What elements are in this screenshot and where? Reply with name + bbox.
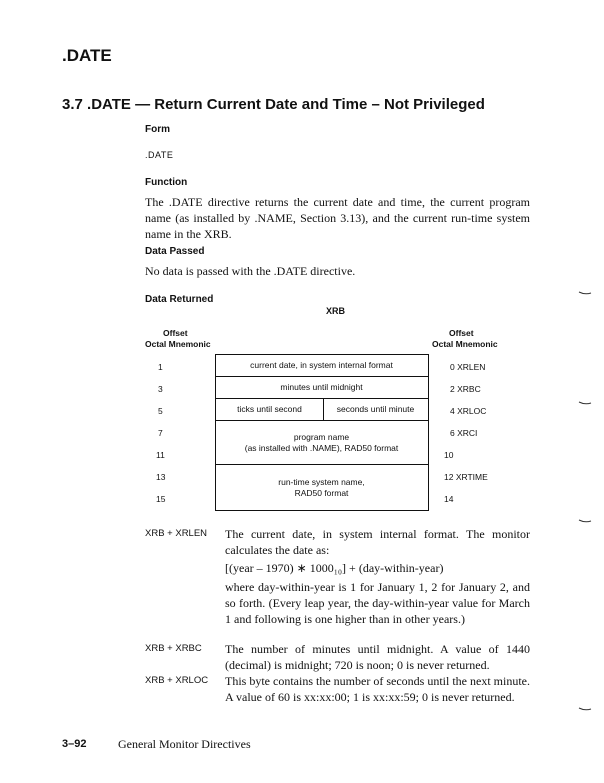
desc-text-xrlen: The current date, in system internal format. The monitor calculates the date as: (225, 527, 530, 557)
right-mnemonic-header: Octal Mnemonic (432, 339, 498, 349)
field-rts-name-line1: run-time system name, (278, 476, 365, 487)
margin-mark (578, 290, 592, 296)
data-returned-heading: Data Returned (145, 294, 214, 305)
left-offset: 3 (158, 384, 163, 394)
left-offset: 15 (156, 494, 166, 504)
field-minutes-until-midnight: minutes until midnight (280, 382, 363, 392)
desc-label-xrloc: XRB + XRLOC (145, 675, 209, 686)
field-program-name-line1: program name (293, 431, 350, 442)
left-offset: 1 (158, 362, 163, 372)
field-rts-name (216, 465, 427, 510)
right-offset-label: 4 XRLOC (450, 406, 487, 416)
field-rts-name-line2: RAD50 format (294, 487, 349, 498)
field-program-name-line2: (as installed with .NAME), RAD50 format (244, 442, 399, 453)
right-offset-header: Offset (449, 328, 474, 338)
field-ticks-until-second: ticks until second (237, 404, 302, 414)
desc-text-xrloc: This byte contains the number of seconds until the next minute. A value of 60 is xx:xx:00; 1 is xx:xx:59; 0 is never returned. (225, 674, 530, 704)
left-offset: 7 (158, 428, 163, 438)
page-number: 3–92 (62, 738, 87, 750)
margin-mark (578, 400, 592, 406)
xrb-label: XRB (326, 306, 346, 316)
data-passed-text: No data is passed with the .DATE directive. (145, 264, 356, 278)
right-offset-label: 14 (444, 494, 454, 504)
left-offset-header: Offset (163, 328, 188, 338)
field-current-date: current date, in system internal format (250, 360, 393, 370)
desc-text-xrbc: The number of minutes until midnight. A value of 1440 (decimal) is midnight; 720 is noon; 0 is never returned. (225, 642, 530, 672)
function-text: The .DATE directive returns the current date and time, the current program name (as installed by .NAME, Section 3.13), and the current run-time system name in the XRB. (145, 195, 530, 241)
margin-mark (578, 706, 592, 712)
footer-title: General Monitor Directives (118, 737, 251, 751)
form-code: .DATE (145, 150, 174, 160)
divider (215, 510, 429, 511)
desc-label-xrlen: XRB + XRLEN (145, 528, 208, 539)
section-number: 3.7 (62, 96, 83, 113)
running-head: .DATE (62, 46, 112, 65)
right-offset-label: 10 (444, 450, 454, 460)
section-title (62, 96, 485, 113)
section-title-text: .DATE — Return Current Date and Time – Not Privileged (87, 96, 485, 113)
right-offset-label: 0 XRLEN (450, 362, 486, 372)
left-offset: 13 (156, 472, 166, 482)
left-mnemonic-header: Octal Mnemonic (145, 339, 211, 349)
margin-mark (578, 518, 592, 524)
form-heading: Form (145, 124, 170, 135)
right-offset-label: 6 XRCI (450, 428, 478, 438)
field-program-name (216, 421, 427, 464)
data-passed-heading: Data Passed (145, 246, 205, 257)
date-formula: [(year – 1970) ∗ 1000₁₀] + (day-within-year) (225, 561, 444, 575)
left-offset: 11 (156, 450, 165, 460)
desc-text-xrlen-continued: where day-within-year is 1 for January 1, 2 for January 2, and so forth. (Every leap year, the day-within-year value for March 1 and following is one higher than in other years.) (225, 580, 530, 626)
field-seconds-until-minute: seconds until minute (336, 404, 415, 414)
left-offset: 5 (158, 406, 163, 416)
right-offset-label: 2 XRBC (450, 384, 481, 394)
function-heading: Function (145, 177, 188, 188)
desc-label-xrbc: XRB + XRBC (145, 643, 202, 654)
right-offset-label: 12 XRTIME (444, 472, 488, 482)
